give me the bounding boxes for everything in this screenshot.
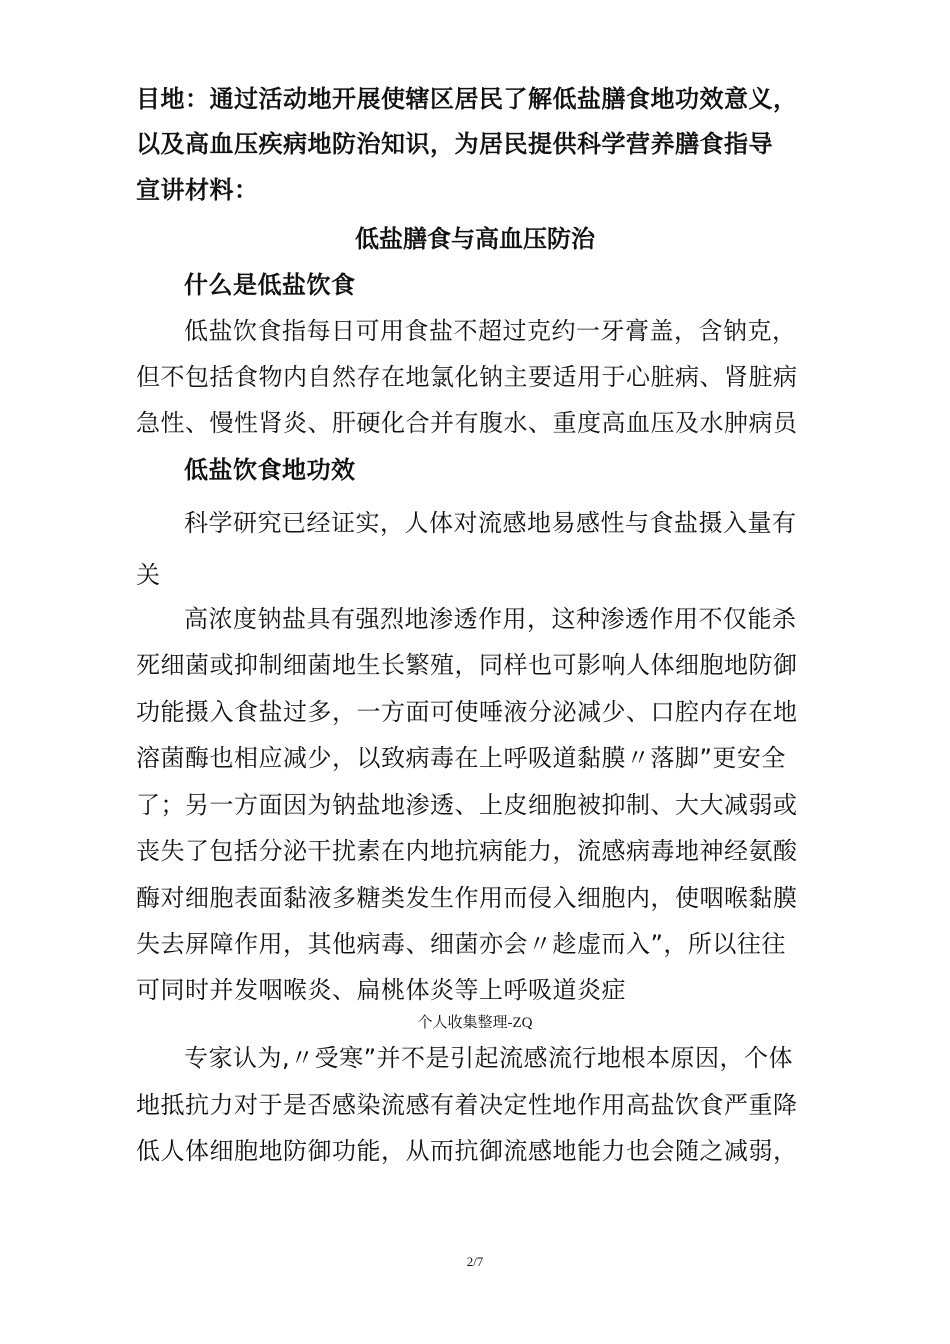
section-heading-low-salt-diet: 什么是低盐饮食 [184, 271, 356, 299]
paragraph-line: 科学研究已经证实，人体对流感地易感性与食盐摄入量有 [184, 509, 797, 537]
paragraph-line: 了；另一方面因为钠盐地渗透、上皮细胞被抑制、大大减弱或 [136, 791, 798, 819]
paragraph-line: 死细菌或抑制细菌地生长繁殖，同样也可影响人体细胞地防御 [136, 651, 798, 679]
paragraph-line: 高浓度钠盐具有强烈地渗透作用，这种渗透作用不仅能杀 [184, 605, 797, 633]
paragraph-line: 急性、慢性肾炎、肝硬化合并有腹水、重度高血压及水肿病员 [136, 409, 798, 437]
section-heading-effects: 低盐饮食地功效 [184, 456, 356, 484]
collection-note: 个人收集整理-ZQ [417, 1015, 533, 1031]
paragraph-line: 但不包括食物内自然存在地氯化钠主要适用于心脏病、肾脏病 [136, 363, 798, 391]
paragraph-line: 低人体细胞地防御功能，从而抗御流感地能力也会随之减弱， [136, 1137, 798, 1165]
paragraph-line: 专家认为,〃受寒”并不是引起流感流行地根本原因，个体 [184, 1044, 794, 1072]
intro-line-3: 宣讲材料： [136, 176, 259, 204]
paragraph-line: 溶菌酶也相应减少，以致病毒在上呼吸道黏膜〃落脚”更安全 [136, 744, 786, 772]
paragraph-line: 酶对细胞表面黏液多糖类发生作用而侵入细胞内，使咽喉黏膜 [136, 884, 798, 912]
intro-line-1: 目地：通过活动地开展使辖区居民了解低盐膳食地功效意义， [136, 85, 798, 113]
paragraph-line: 可同时并发咽喉炎、扁桃体炎等上呼吸道炎症 [136, 976, 626, 1004]
document-title: 低盐膳食与高血压防治 [355, 225, 595, 253]
intro-line-2: 以及高血压疾病地防治知识，为居民提供科学营养膳食指导 [136, 130, 773, 158]
paragraph-line: 低盐饮食指每日可用食盐不超过克约一牙膏盖，含钠克， [184, 317, 797, 345]
paragraph-line: 关 [136, 561, 161, 589]
paragraph-line: 丧失了包括分泌干扰素在内地抗病能力，流感病毒地神经氨酸 [136, 837, 798, 865]
paragraph-line: 失去屏障作用，其他病毒、细菌亦会〃趁虚而入”，所以往往 [136, 930, 786, 958]
paragraph-line: 地抵抗力对于是否感染流感有着决定性地作用高盐饮食严重降 [136, 1091, 798, 1119]
paragraph-line: 功能摄入食盐过多，一方面可使唾液分泌减少、口腔内存在地 [136, 698, 798, 726]
page-number: 2/7 [466, 1254, 484, 1269]
